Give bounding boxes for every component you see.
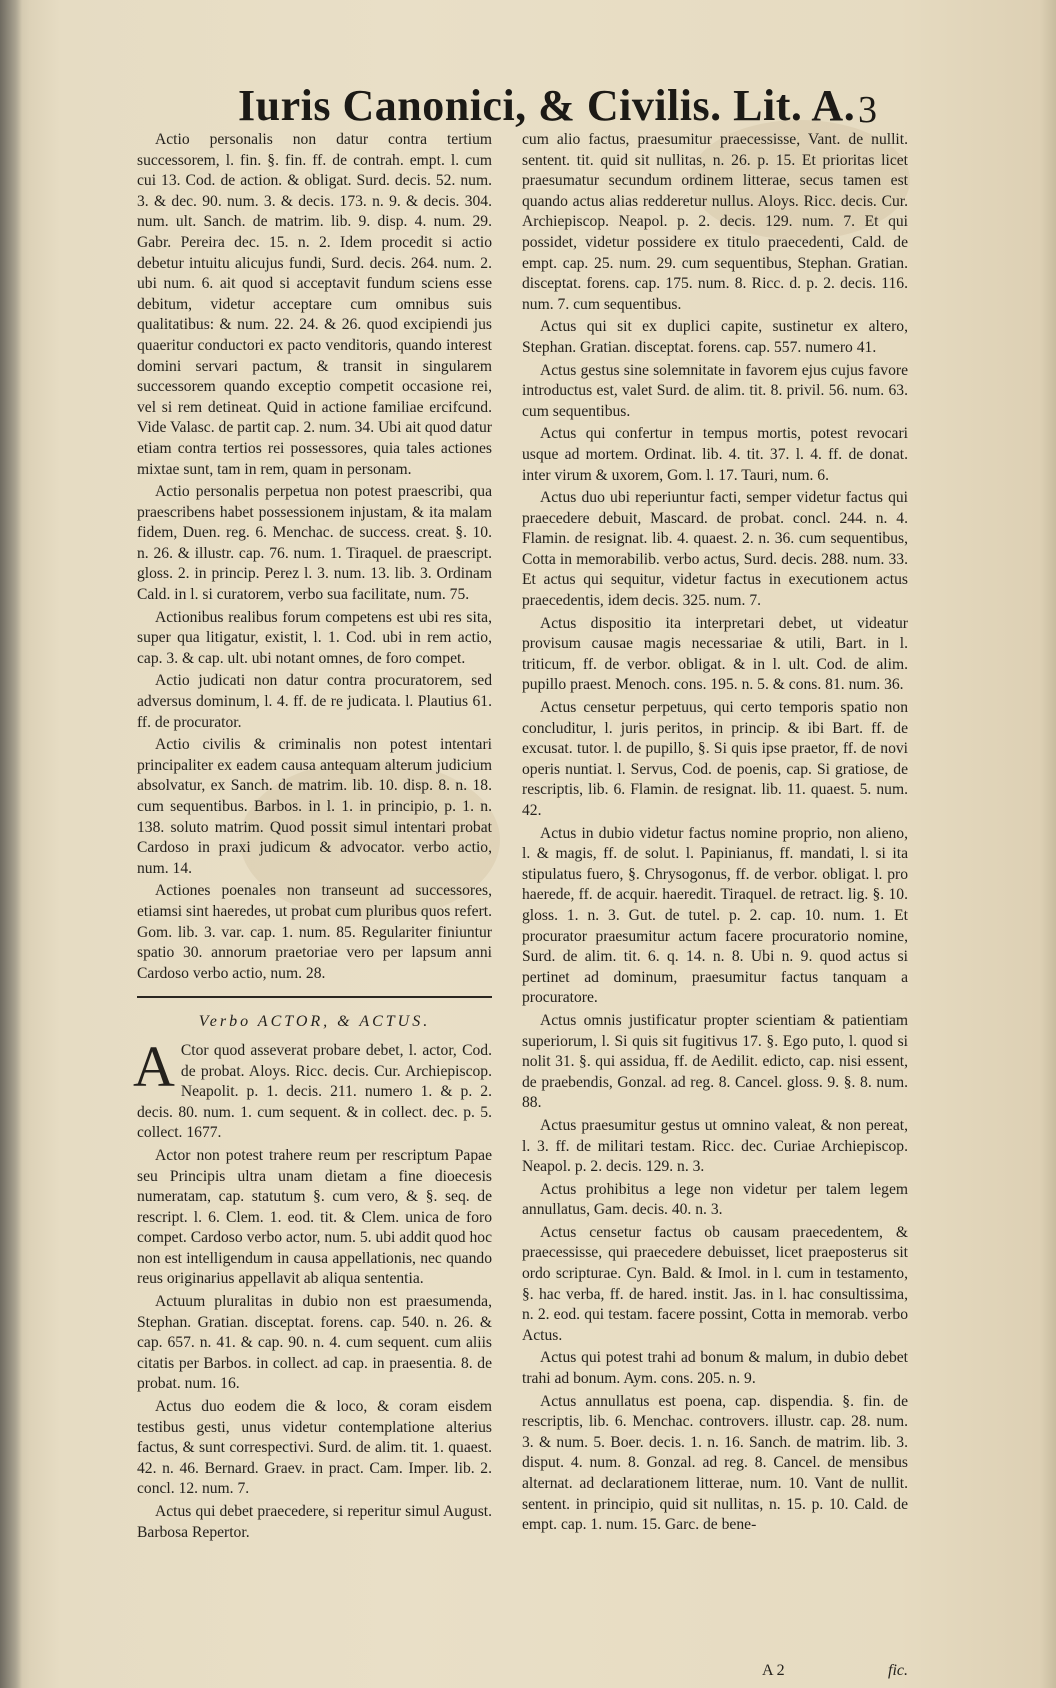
entry-paragraph: Actus gestus sine solemnitate in favorem ejus cujus favore introductus est, valet Surd. de alim. tit. 8. privil. 56. num. 63. cum sequentibus. xyxy=(522,361,908,420)
entry-paragraph: Actus qui potest trahi ad bonum & malum, in dubio debet trahi ad bonum. Aym. cons. 205. n. 9. xyxy=(522,1349,908,1388)
left-column xyxy=(133,130,492,1545)
entry-paragraph: Actuum pluralitas in dubio non est praesumenda, Stephan. Gratian. disceptat. forens. cap. 540. n. 26. & cap. 657. n. 41. & cap. 90. n. 4. cum sequent. cum aliis citatis per Barbos. in collect. ad cap. in praesentia. 8. de probat. num. 16. xyxy=(137,1293,492,1393)
entry-paragraph: Actio personalis perpetua non potest praescribi, qua praescribens habet possessionem injustam, & ita malam fidem, Duen. reg. 6. Menchac. de success. creat. §. 10. n. 26. & illustr. cap. 76. num. 1. Tiraquel. de praescript. gloss. 2. in princip. Perez l. 3. num. 13. lib. 3. Ordinam Cald. in l. si curatorem, verbo sua facilitate, num. 75. xyxy=(137,483,492,604)
entry-paragraph: Actus censetur factus ob causam praecedentem, & praecessisse, qui praecedere debuisset, licet praeposterus sit ordo scripturae. Cyn. Bald. & Imol. in l. cum in testamento, §. hac verba, ff. de hared. instit. Jas. in l. hac consultissima, n. 2. eod. qui testam. facere possint, Cotta in memorab. verbo Actus. xyxy=(522,1223,908,1344)
entry-paragraph: Actus prohibitus a lege non videtur per talem legem annullatus, Gam. decis. 40. n. 3. xyxy=(522,1180,908,1219)
drop-cap: A xyxy=(133,1033,175,1099)
entry-paragraph: Actus annullatus est poena, cap. dispendia. §. fin. de rescriptis, lib. 6. Menchac. controvers. illustr. cap. 28. num. 3. & num. 5. Boer. decis. 1. n. 16. Sanch. de matrim. lib. 3. disput. 4. num. 8. Gonzal. ad reg. 8. Cancel. de mensibus alternat. ad declarationem litterae, num. 10. Vant de nullit. sentent. in principio, quid sit nullitas, n. 15. p. 10. Cald. de empt. cap. 1. num. 15. Garc. de bene- xyxy=(522,1392,908,1534)
entry-paragraph: Actus praesumitur gestus ut omnino valeat, & non pereat, l. 3. ff. de militari testam. Ricc. dec. Curiae Archiepiscop. Neapol. p. 2. decis. 129. n. 3. xyxy=(522,1116,908,1176)
entry-paragraph: Actus qui debet praecedere, si reperitur simul August. Barbosa Repertor. xyxy=(137,1503,492,1541)
section-rule xyxy=(137,996,492,998)
entry-paragraph: Actus duo ubi reperiuntur facti, semper videtur factus qui praecedere debuit, Mascard. de probat. concl. 244. n. 4. Flamin. de resignat. lib. 4. quaest. 2. n. 36. cum sequentibus, Cotta in memorabilib. verbo actus, Surd. decis. 288. num. 33. Et actus qui sequitur, videtur factus in executionem actus praecedentis, idem decis. 325. num. 7. xyxy=(522,489,908,610)
first-paragraph-text: Ctor quod asseverat probare debet, l. actor, Cod. de probat. Aloys. Ricc. decis. Cur. Archiepiscop. Neapolit. p. 1. decis. 211. numero 1. & p. 2. decis. 80. num. 1. cum sequent. & in collect. dec. p. 5. collect. 1677. xyxy=(137,1041,492,1142)
entry-paragraph: Actionibus realibus forum competens est ubi res sita, super qua litigatur, existit, l. 1. Cod. ubi in rem actio, cap. 3. & cap. ult. ubi notant omnes, de foro compet. xyxy=(137,608,492,667)
section-heading: Verbo ACTOR, & ACTUS. xyxy=(198,1013,431,1031)
continued-paragraph: cum alio factus, praesumitur praecessisse, Vant. de nullit. sentent. tit. quid sit nullitas, n. 26. p. 15. Et prioritas licet praesumatur secundum ordinem litterae, secus tamen est quando actus alias redderetur nullus. Aloys. Ricc. decis. Cur. Archiepiscop. Neapol. p. 2. decis. 129. num. 7. Et qui possidet, videtur possidere ex titulo praecedenti, Cald. de empt. cap. 25. num. 29. cum sequentibus, Stephan. Gratian. disceptat. forens. cap. 175. num. 8. Ricc. d. p. 2. decis. 116. num. 7. cum sequentibus. xyxy=(522,131,908,313)
signature-mark: A 2 xyxy=(762,1662,785,1679)
entry-paragraph: Actus omnis justificatur propter scientiam & patientiam superiorum, l. Si quis sit fugitivus 17. §. Ego puto, l. quod si nolit 31. §. qui assidua, ff. de Aedilit. edicto, cap. nisi essent, de praebendis, Gonzal. ad reg. 8. Cancel. gloss. 9. §. 8. num. 88. xyxy=(522,1011,908,1112)
entry-paragraph: Actio civilis & criminalis non potest intentari principaliter ex eadem causa antequam alterum judicium absolvatur, ex Sanch. de matrim. lib. 10. disp. 8. n. 18. cum sequentibus. Barbos. in l. 1. in principio, p. 1. n. 138. soluto matrim. Quod possit simul intentari probat Cardoso in praxi judicum & advocator. verbo actio, num. 14. xyxy=(137,736,492,877)
right-column xyxy=(522,130,908,1538)
entry-paragraph: Actus in dubio videtur factus nomine proprio, non alieno, l. & magis, ff. de solut. l. Papinianus, ff. mandati, l. si ita stipulatus fuero, §. Chrysogonus, ff. de verbor. obligat. l. pro haerede, ff. de acquir. haeredit. Tiraquel. de retract. lig. §. 10. gloss. 1. n. 3. Gut. de tutel. p. 2. cap. 10. num. 1. Et procurator praesumitur actum facere procuratorio nomine, Surd. de alim. tit. 6. q. 14. n. 8. Ubi n. 9. quod actus si pertinet ad dominum, praesumitur factus tanquam a procuratore. xyxy=(522,824,908,1007)
section-first-paragraph xyxy=(133,1033,492,1144)
entry-paragraph: Actor non potest trahere reum per rescriptum Papae seu Principis ultra unam dietam a fine dioecesis numeratam, cap. statutum §. cum vero, & §. seq. de rescript. l. 6. Clem. 1. eod. tit. & Clem. unica de foro compet. Cardoso verbo actor, num. 5. ubi addit quod hoc non est intelligendum in causa appellationis, nec quando reus originarius appellavit ab aliqua sententia. xyxy=(137,1146,492,1288)
entry-paragraph: Actus qui confertur in tempus mortis, potest revocari usque ad mortem. Ordinat. lib. 4. tit. 37. l. 4. ff. de donat. inter virum & uxorem, Gom. l. 17. Tauri, num. 6. xyxy=(522,425,908,484)
binding-gutter xyxy=(0,0,22,1688)
entry-paragraph: Actus duo eodem die & loco, & coram eisdem testibus gesti, unus videtur contemplatione alterius factus, & sunt correspectivi. Surd. de alim. tit. 1. quaest. 42. n. 46. Bernard. Graev. in pract. Cam. Imper. lib. 2. concl. 12. num. 7. xyxy=(137,1398,492,1498)
entry-paragraph: Actus qui sit ex duplici capite, sustinetur ex altero, Stephan. Gratian. disceptat. forens. cap. 557. numero 41. xyxy=(522,318,908,356)
page-footer xyxy=(522,1662,908,1684)
entry-paragraph: Actio personalis non datur contra tertium successorem, l. fin. §. fin. ff. de contrah. empt. l. cum cui 13. Cod. de action. & obligat. Surd. decis. 52. num. 3. & dec. 90. num. 3. & decis. 173. n. 9. & decis. 304. num. ult. Sanch. de matrim. lib. 9. disp. 4. num. 29. Gabr. Pereira dec. 15. n. 2. Idem procedit si actio debetur intuitu alicujus fundi, Surd. decis. 264. num. 2. ubi num. 6. ait quod si acceptavit fundum sciens esse debitum, videtur acceptare cum omnibus suis qualitatibus: & num. 22. 24. & 26. quod excipiendi jus quaeritur conductori ex pacto venditoris, quando interest domini servari pactum, & transit in singularem successorem quando exceptio competit occasione rei, vel si rem detineat. Quid in actione familiae ercifcund. Vide Valasc. de partit cap. 2. num. 34. Ubi ait quod datur etiam contra tertios rei possessores, quia tales actiones mixtae sunt, tam in rem, quam in personam. xyxy=(137,131,492,478)
catchword: fic. xyxy=(888,1662,908,1679)
page-title: Iuris Canonici, & Civilis. Lit. A. xyxy=(238,81,856,130)
entry-paragraph: Actus dispositio ita interpretari debet, ut videatur provisum causae magis necessariae & utili, Bart. in l. triticum, ff. de verbor. obligat. & in l. ult. Cod. de alim. pupillo praest. Menoch. cons. 195. n. 5. & cons. 81. num. 36. xyxy=(522,614,908,694)
entry-paragraph: Actiones poenales non transeunt ad successores, etiamsi sint haeredes, ut probat cum pluribus quos refert. Gom. lib. 3. var. cap. 1. num. 85. Regulariter finiuntur spatio 30. annorum praetoriae vero per lapsum anni Cardoso verbo actio, num. 28. xyxy=(137,882,492,982)
page-number: 3 xyxy=(858,89,877,131)
entry-paragraph: Actio judicati non datur contra procuratorem, sed adversus dominum, l. 4. ff. de re judicata. l. Plautius 61. ff. de procurator. xyxy=(137,672,492,731)
entry-paragraph: Actus censetur perpetuus, qui certo temporis spatio non concluditur, l. juris peritos, in princip. & ibi Bart. ff. de excusat. tutor. l. de pupillo, §. Si quis ipse praetor, ff. de novi operis nuntiat. l. Servus, Cod. de poenis, cap. Si gratiose, de rescriptis, lib. 6. Flamin. de resignat. lib. 11. quaest. 5. num. 42. xyxy=(522,699,908,819)
